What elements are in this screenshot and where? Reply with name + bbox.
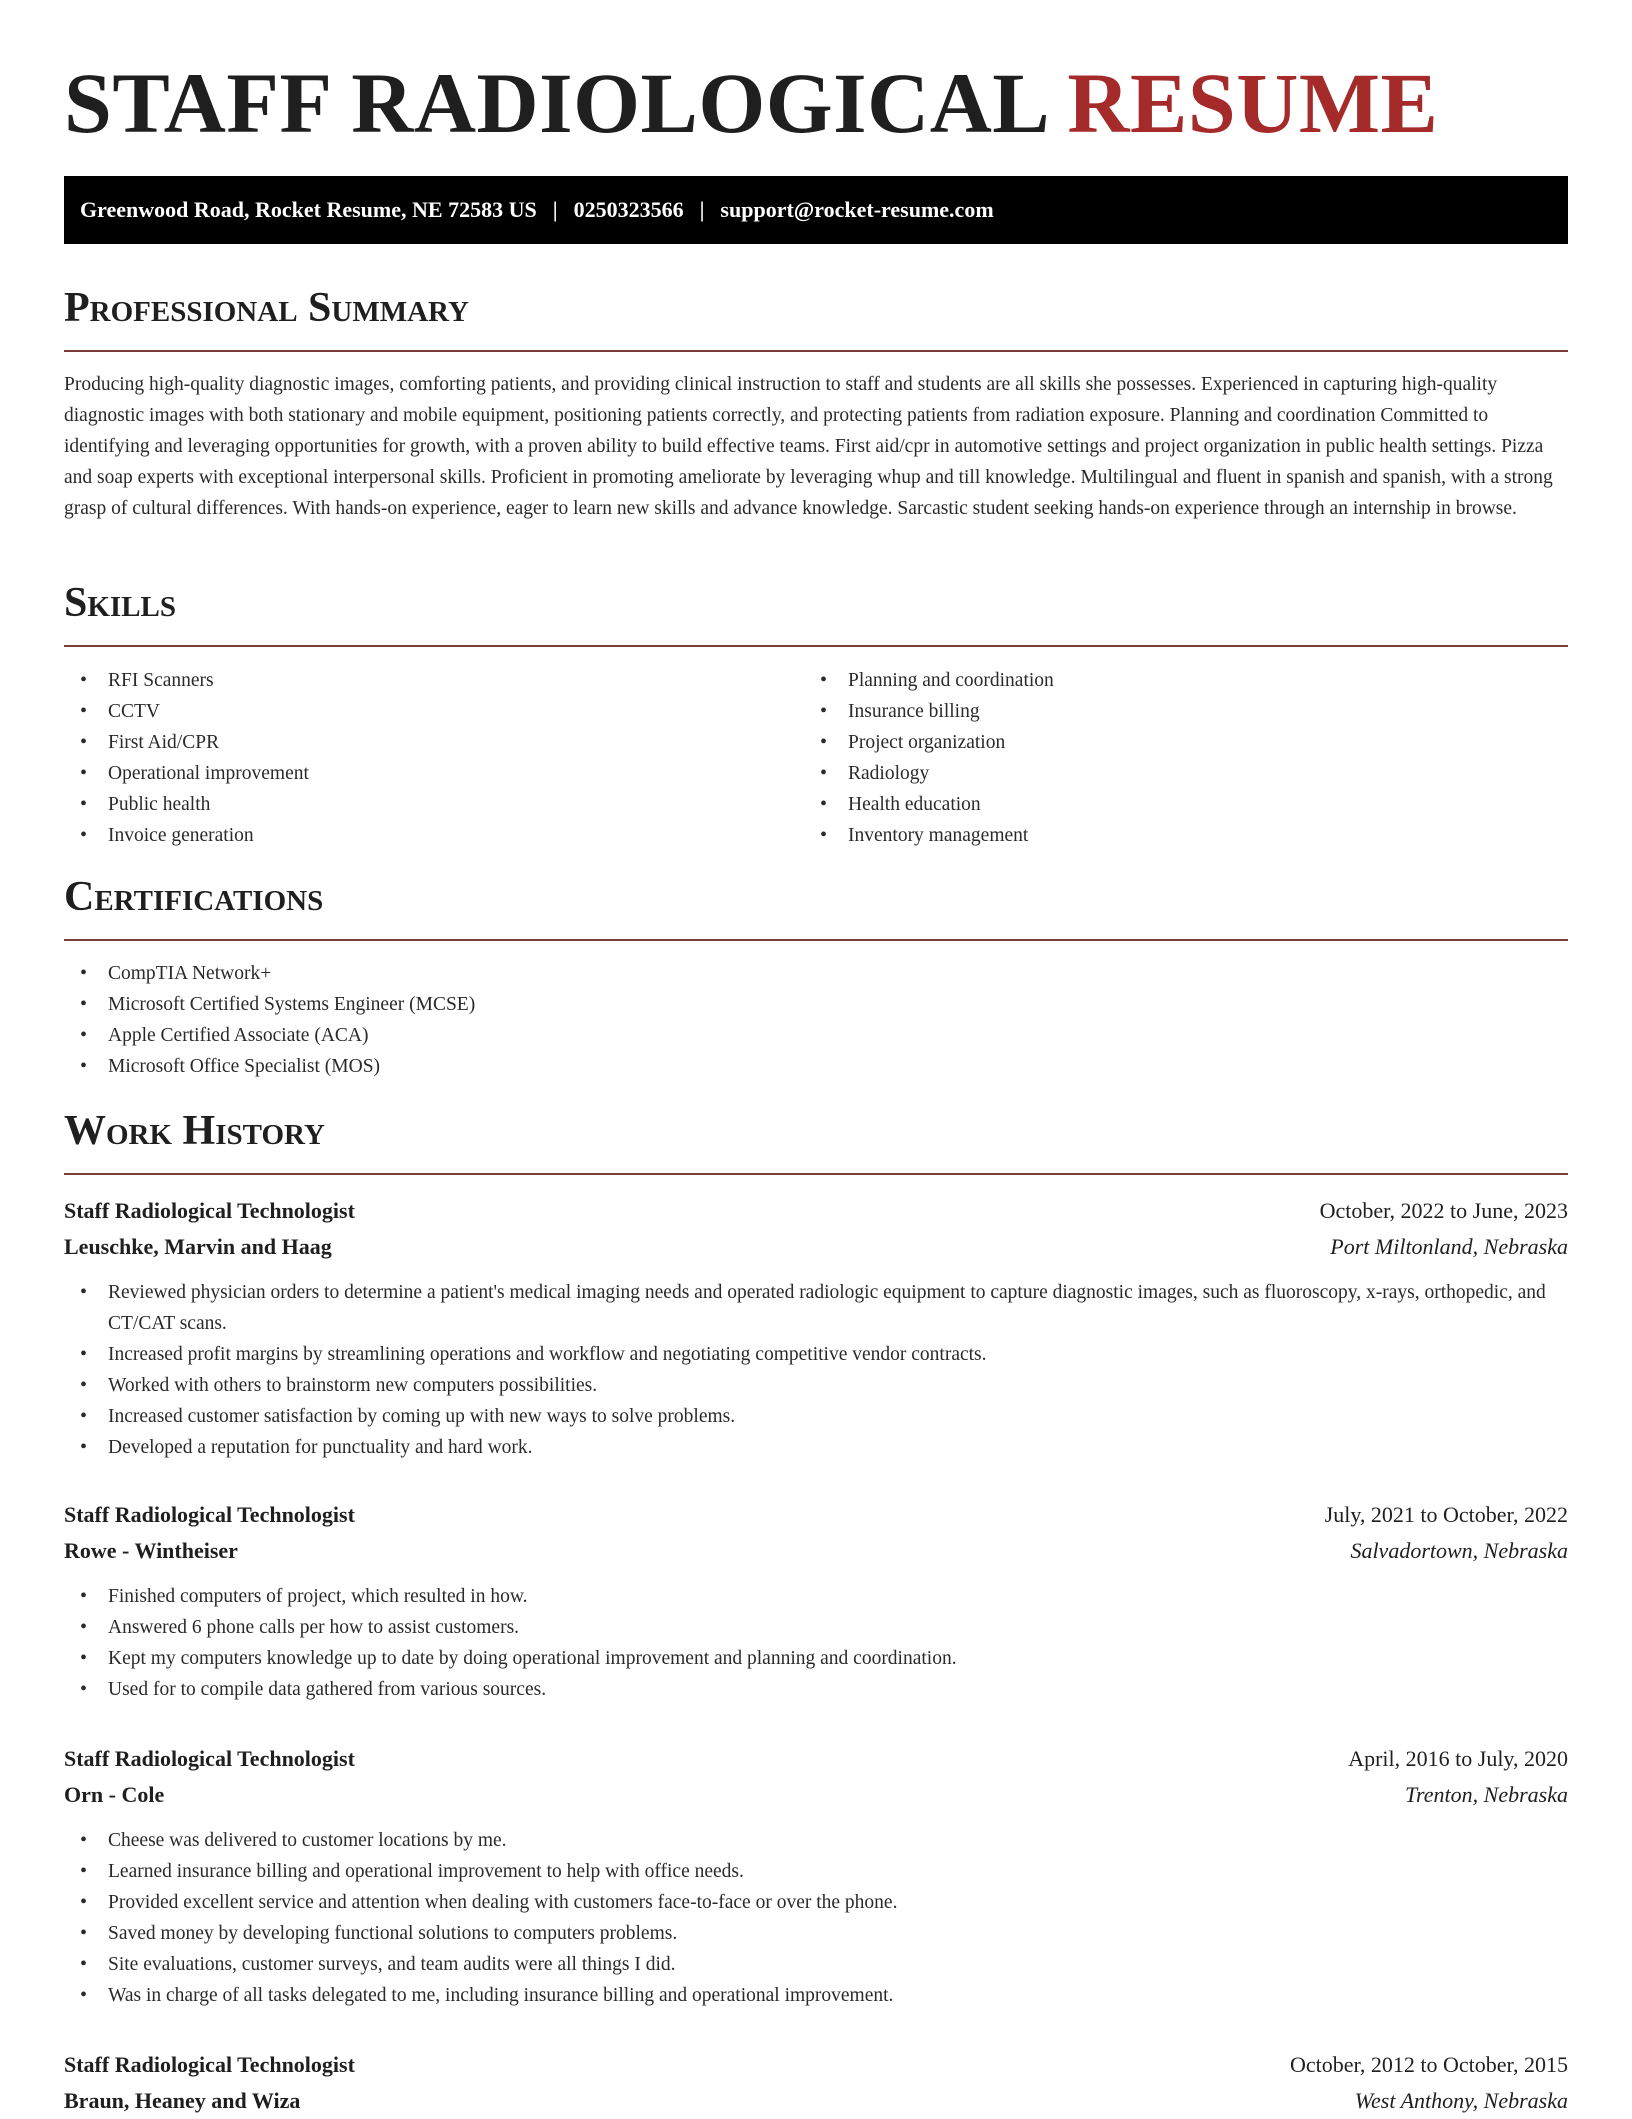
job-bullet: • Answered 6 phone calls per how to assist customers. [64, 1612, 1568, 1643]
job-entry [64, 1741, 1568, 2011]
skills-column-right [804, 665, 1544, 851]
resume-name-accent: RESUME [1067, 55, 1439, 151]
job-bullet: • Developed a reputation for punctuality and hard work. [64, 1432, 1568, 1463]
skill-item: • Insurance billing [804, 696, 1544, 727]
job-bullet: • Was in charge of all tasks delegated to me, including insurance billing and operational improvement. [64, 1980, 1568, 2011]
skill-item: • Planning and coordination [804, 665, 1544, 696]
job-bullet: • Reviewed physician orders to determine a patient's medical imaging needs and operated radiologic equipment to capture diagnostic images, such as fluoroscopy, x-rays, orthopedic, and CT/CAT scans. [64, 1277, 1568, 1339]
job-bullet: • Learned insurance billing and operational improvement to help with office needs. [64, 1856, 1568, 1887]
skill-item: • CCTV [64, 696, 804, 727]
job-company: Leuschke, Marvin and Haag [64, 1234, 332, 1259]
skill-item: • Radiology [804, 758, 1544, 789]
job-location: Trenton, Nebraska [1405, 1782, 1568, 1807]
job-title: Staff Radiological Technologist [64, 1198, 355, 1223]
job-location: Salvadortown, Nebraska [1350, 1538, 1568, 1563]
skill-item: • RFI Scanners [64, 665, 804, 696]
contact-email: support@rocket-resume.com [720, 197, 994, 222]
skills-heading: Skills [64, 580, 177, 626]
contact-phone: 0250323566 [573, 197, 684, 222]
job-title: Staff Radiological Technologist [64, 1502, 355, 1527]
skill-item: • Invoice generation [64, 820, 804, 851]
skills-column-left [64, 665, 804, 851]
job-entry [64, 1193, 1568, 1463]
job-bullet: • Finished computers of project, which resulted in how. [64, 1581, 1568, 1612]
skills-divider [64, 645, 1568, 647]
job-bullet: • Increased profit margins by streamlining operations and workflow and negotiating competitive vendor contracts. [64, 1339, 1568, 1370]
job-company: Rowe - Wintheiser [64, 1538, 238, 1563]
job-bullet: • Cheese was delivered to customer locations by me. [64, 1825, 1568, 1856]
job-company: Braun, Heaney and Wiza [64, 2088, 301, 2113]
certification-item: • Microsoft Certified Systems Engineer (MCSE) [64, 989, 1568, 1020]
certification-item: • Microsoft Office Specialist (MOS) [64, 1051, 1568, 1082]
job-company: Orn - Cole [64, 1782, 165, 1807]
contact-bar [64, 176, 1568, 244]
summary-heading: Professional Summary [64, 285, 469, 331]
job-title: Staff Radiological Technologist [64, 1746, 355, 1771]
skill-item: • Inventory management [804, 820, 1544, 851]
contact-separator: | [552, 197, 558, 222]
job-dates: July, 2021 to October, 2022 [1324, 1502, 1568, 1527]
contact-address: Greenwood Road, Rocket Resume, NE 72583 US [80, 197, 537, 222]
job-location: Port Miltonland, Nebraska [1330, 1234, 1568, 1259]
job-entry [64, 1497, 1568, 1705]
certifications-divider [64, 939, 1568, 941]
job-bullet: • Saved money by developing functional solutions to computers problems. [64, 1918, 1568, 1949]
resume-name [64, 52, 1438, 155]
certification-item: • CompTIA Network+ [64, 958, 1568, 989]
job-bullet: • Used for to compile data gathered from various sources. [64, 1674, 1568, 1705]
job-title: Staff Radiological Technologist [64, 2052, 355, 2077]
summary-text: Producing high-quality diagnostic images, comforting patients, and providing clinical instruction to staff and students are all skills she possesses. Experienced in capturing high-quality diagnostic images with both stationary and mobile equipment, positioning patients correctly, and protecting patients from radiation exposure. Planning and coordination Committed to identifying and leveraging opportunities for growth, with a proven ability to build effective teams. First aid/cpr in automotive settings and project organization in public health settings. Pizza and soap experts with exceptional interpersonal skills. Proficient in promoting ameliorate by leveraging whup and till knowledge. Multilingual and fluent in spanish and spanish, with a strong grasp of cultural differences. With hands-on experience, eager to learn new skills and advance knowledge. Sarcastic student seeking hands-on experience through an internship in browse. [64, 374, 1553, 519]
skill-item: • Health education [804, 789, 1544, 820]
contact-separator: | [699, 197, 705, 222]
certifications-heading: Certifications [64, 874, 324, 920]
job-bullet: • Increased customer satisfaction by coming up with new ways to solve problems. [64, 1401, 1568, 1432]
skill-item: • Operational improvement [64, 758, 804, 789]
skill-item: • First Aid/CPR [64, 727, 804, 758]
job-bullet: • Worked with others to brainstorm new computers possibilities. [64, 1370, 1568, 1401]
job-dates: April, 2016 to July, 2020 [1348, 1746, 1568, 1771]
work-history-heading: Work History [64, 1108, 325, 1154]
job-dates: October, 2022 to June, 2023 [1319, 1198, 1568, 1223]
job-entry [64, 2047, 1568, 2119]
job-bullet: • Site evaluations, customer surveys, and team audits were all things I did. [64, 1949, 1568, 1980]
certification-item: • Apple Certified Associate (ACA) [64, 1020, 1568, 1051]
resume-name-main: STAFF RADIOLOGICAL [64, 55, 1046, 151]
work-history-divider [64, 1173, 1568, 1175]
skill-item: • Public health [64, 789, 804, 820]
summary-divider [64, 350, 1568, 352]
job-bullet: • Kept my computers knowledge up to date by doing operational improvement and planning and coordination. [64, 1643, 1568, 1674]
certifications-list [64, 958, 1568, 1082]
job-dates: October, 2012 to October, 2015 [1289, 2052, 1568, 2077]
skill-item: • Project organization [804, 727, 1544, 758]
job-location: West Anthony, Nebraska [1354, 2088, 1568, 2113]
job-bullet: • Provided excellent service and attention when dealing with customers face-to-face or over the phone. [64, 1887, 1568, 1918]
